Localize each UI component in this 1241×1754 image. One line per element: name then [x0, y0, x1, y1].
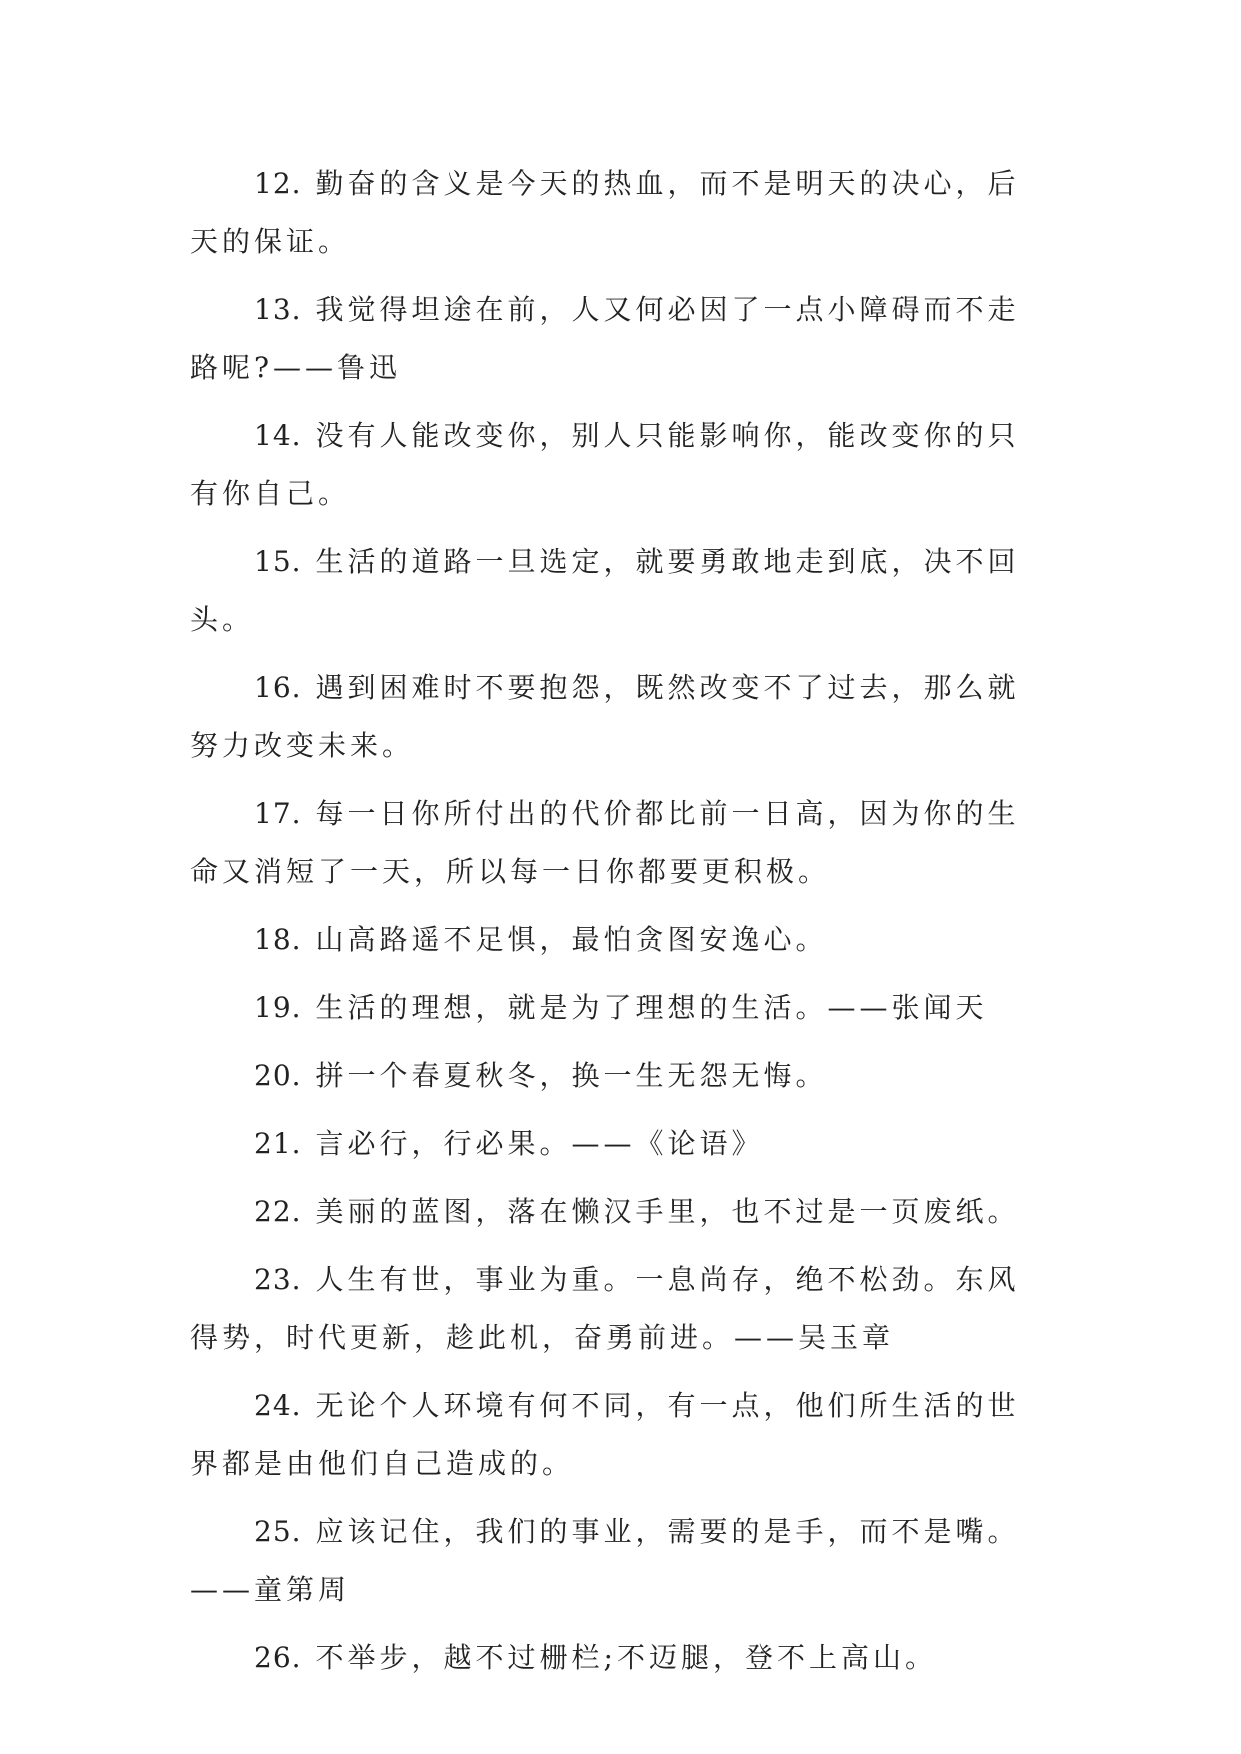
item-number: 12. — [254, 167, 302, 200]
item-text: 无论个人环境有何不同，有一点，他们所生活的世界都是由他们自己造成的。 — [190, 1389, 1020, 1480]
list-item — [190, 1629, 1050, 1687]
item-text: 没有人能改变你，别人只能影响你，能改变你的只有你自己。 — [190, 419, 1020, 510]
item-number: 16. — [254, 671, 302, 704]
list-item — [190, 281, 1050, 397]
item-number: 24. — [254, 1389, 302, 1422]
list-item — [190, 785, 1050, 901]
quote-list — [190, 155, 1050, 1697]
item-text: 美丽的蓝图，落在懒汉手里，也不过是一页废纸。 — [315, 1195, 1020, 1228]
item-text: 拼一个春夏秋冬，换一生无怨无悔。 — [315, 1059, 828, 1092]
item-text: 不举步，越不过栅栏;不迈腿，登不上高山。 — [315, 1641, 937, 1674]
item-text: 言必行，行必果。——《论语》 — [315, 1127, 764, 1160]
item-text: 遇到困难时不要抱怨，既然改变不了过去，那么就努力改变未来。 — [190, 671, 1020, 762]
item-text: 我觉得坦途在前，人又何必因了一点小障碍而不走路呢?——鲁迅 — [190, 293, 1020, 384]
item-number: 23. — [254, 1263, 302, 1296]
item-text: 生活的理想，就是为了理想的生活。——张闻天 — [315, 991, 988, 1024]
list-item — [190, 1047, 1050, 1105]
list-item — [190, 407, 1050, 523]
list-item — [190, 659, 1050, 775]
item-number: 17. — [254, 797, 302, 830]
item-number: 18. — [254, 923, 302, 956]
item-number: 13. — [254, 293, 302, 326]
list-item — [190, 1183, 1050, 1241]
item-number: 15. — [254, 545, 302, 578]
item-number: 22. — [254, 1195, 302, 1228]
item-text: 生活的道路一旦选定，就要勇敢地走到底，决不回头。 — [190, 545, 1020, 636]
item-number: 14. — [254, 419, 302, 452]
list-item — [190, 155, 1050, 271]
item-number: 25. — [254, 1515, 302, 1548]
item-number: 21. — [254, 1127, 302, 1160]
list-item — [190, 979, 1050, 1037]
list-item — [190, 1503, 1050, 1619]
item-text: 每一日你所付出的代价都比前一日高，因为你的生命又消短了一天，所以每一日你都要更积极。 — [190, 797, 1020, 888]
item-text: 人生有世，事业为重。一息尚存，绝不松劲。东风得势，时代更新，趁此机，奋勇前进。——吴玉章 — [190, 1263, 1020, 1354]
item-number: 19. — [254, 991, 302, 1024]
list-item — [190, 1115, 1050, 1173]
list-item — [190, 1377, 1050, 1493]
list-item — [190, 1251, 1050, 1367]
item-number: 20. — [254, 1059, 302, 1092]
item-text: 勤奋的含义是今天的热血，而不是明天的决心，后天的保证。 — [190, 167, 1020, 258]
list-item — [190, 533, 1050, 649]
list-item — [190, 911, 1050, 969]
item-text: 应该记住，我们的事业，需要的是手，而不是嘴。——童第周 — [190, 1515, 1020, 1606]
item-number: 26. — [254, 1641, 302, 1674]
item-text: 山高路遥不足惧，最怕贪图安逸心。 — [315, 923, 828, 956]
